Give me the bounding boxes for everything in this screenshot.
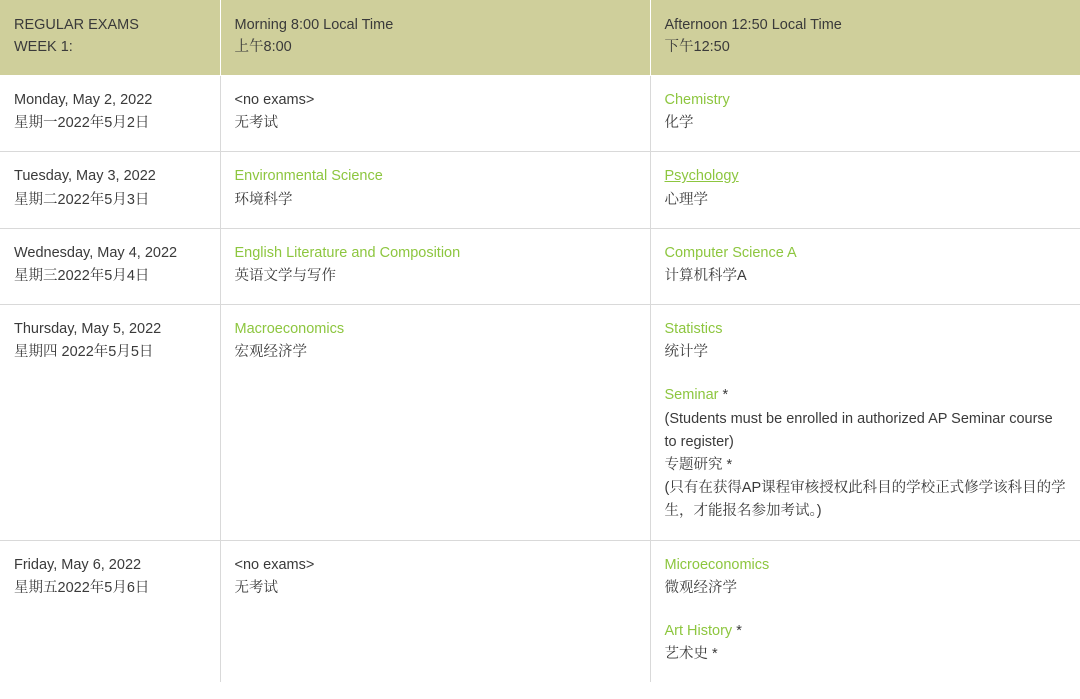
column-header-afternoon (650, 0, 1080, 75)
day-label-en: Wednesday, May 4, 2022 (14, 244, 178, 261)
table-row (0, 75, 1080, 151)
secondary-exam-title-en-text: Art History (664, 622, 733, 639)
column-header-morning (220, 0, 650, 75)
afternoon-exam-cell (650, 75, 1080, 151)
column-header-week (0, 0, 220, 75)
exam-title-zh: 统计学 (664, 344, 708, 361)
afternoon-exam-cell (650, 305, 1080, 541)
day-label-zh: 星期一2022年5月2日 (14, 115, 150, 132)
day-label-en: Monday, May 2, 2022 (14, 91, 153, 108)
column-header-afternoon-line2: 下午12:50 (664, 39, 730, 56)
exam-title-en[interactable]: English Literature and Composition (234, 244, 461, 261)
day-label-zh: 星期五2022年5月6日 (14, 579, 150, 596)
exam-title-en[interactable]: Microeconomics (664, 556, 770, 573)
morning-exam-cell (220, 540, 650, 682)
column-header-week-line2: WEEK 1: (14, 39, 73, 56)
table-header-row (0, 0, 1080, 75)
exam-title-en: <no exams> (234, 556, 315, 573)
day-label-zh: 星期二2022年5月3日 (14, 191, 150, 208)
table-body (0, 75, 1080, 682)
exam-title-zh: 化学 (664, 115, 694, 132)
exam-title-zh: 无考试 (234, 115, 278, 132)
exam-title-en[interactable]: Chemistry (664, 91, 730, 108)
exam-title-zh: 英语文学与写作 (234, 267, 336, 284)
day-label-en: Friday, May 6, 2022 (14, 556, 142, 573)
exam-title-zh: 微观经济学 (664, 579, 737, 596)
table-row (0, 152, 1080, 228)
exam-title-zh: 宏观经济学 (234, 344, 307, 361)
exam-title-en[interactable]: Environmental Science (234, 168, 383, 185)
day-cell (0, 75, 220, 151)
exam-title-en[interactable]: Statistics (664, 321, 723, 338)
day-label-zh: 星期四 2022年5月5日 (14, 344, 154, 361)
afternoon-exam-cell (650, 228, 1080, 304)
day-label-zh: 星期三2022年5月4日 (14, 267, 150, 284)
exam-title-zh: 无考试 (234, 579, 278, 596)
day-label-en: Tuesday, May 3, 2022 (14, 168, 156, 185)
secondary-exam-title-zh: 专题研究 * (664, 457, 733, 473)
asterisk-marker: * (718, 387, 729, 404)
secondary-exam-note-en: (Students must be enrolled in authorized AP Seminar course to register) (664, 410, 1053, 450)
table-row (0, 540, 1080, 682)
column-header-morning-line2: 上午8:00 (234, 39, 292, 56)
exam-title-en[interactable]: Macroeconomics (234, 321, 345, 338)
column-header-morning-line1: Morning 8:00 Local Time (234, 17, 394, 33)
exam-title-zh: 心理学 (664, 191, 708, 208)
exam-title-zh: 环境科学 (234, 191, 293, 208)
day-cell (0, 228, 220, 304)
table-header (0, 0, 1080, 75)
secondary-exam-title-en[interactable] (665, 384, 1067, 407)
table-row (0, 305, 1080, 541)
exam-title-zh: 计算机科学A (664, 267, 747, 284)
morning-exam-cell (220, 228, 650, 304)
secondary-exam-title-zh: 艺术史 * (664, 646, 718, 663)
secondary-exam-title-en-text: Seminar (664, 387, 719, 404)
day-label-en: Thursday, May 5, 2022 (14, 321, 162, 338)
afternoon-exam-cell (650, 540, 1080, 682)
column-header-week-line1: REGULAR EXAMS (14, 17, 139, 33)
exam-title-en: <no exams> (234, 91, 315, 108)
day-cell (0, 305, 220, 541)
table-row (0, 228, 1080, 304)
secondary-exam-note-zh: (只有在获得AP课程审核授权此科目的学校正式修学该科目的学生，才能报名参加考试。) (664, 480, 1066, 520)
asterisk-marker: * (732, 622, 742, 639)
spacer (665, 600, 1067, 620)
exam-title-en[interactable]: Psychology (664, 168, 739, 185)
day-cell (0, 540, 220, 682)
morning-exam-cell (220, 75, 650, 151)
spacer (665, 364, 1067, 384)
morning-exam-cell (220, 305, 650, 541)
day-cell (0, 152, 220, 228)
exam-title-en[interactable]: Computer Science A (664, 244, 797, 261)
column-header-afternoon-line1: Afternoon 12:50 Local Time (664, 17, 842, 33)
morning-exam-cell (220, 152, 650, 228)
secondary-exam-title-en[interactable] (665, 620, 1067, 643)
afternoon-exam-cell (650, 152, 1080, 228)
